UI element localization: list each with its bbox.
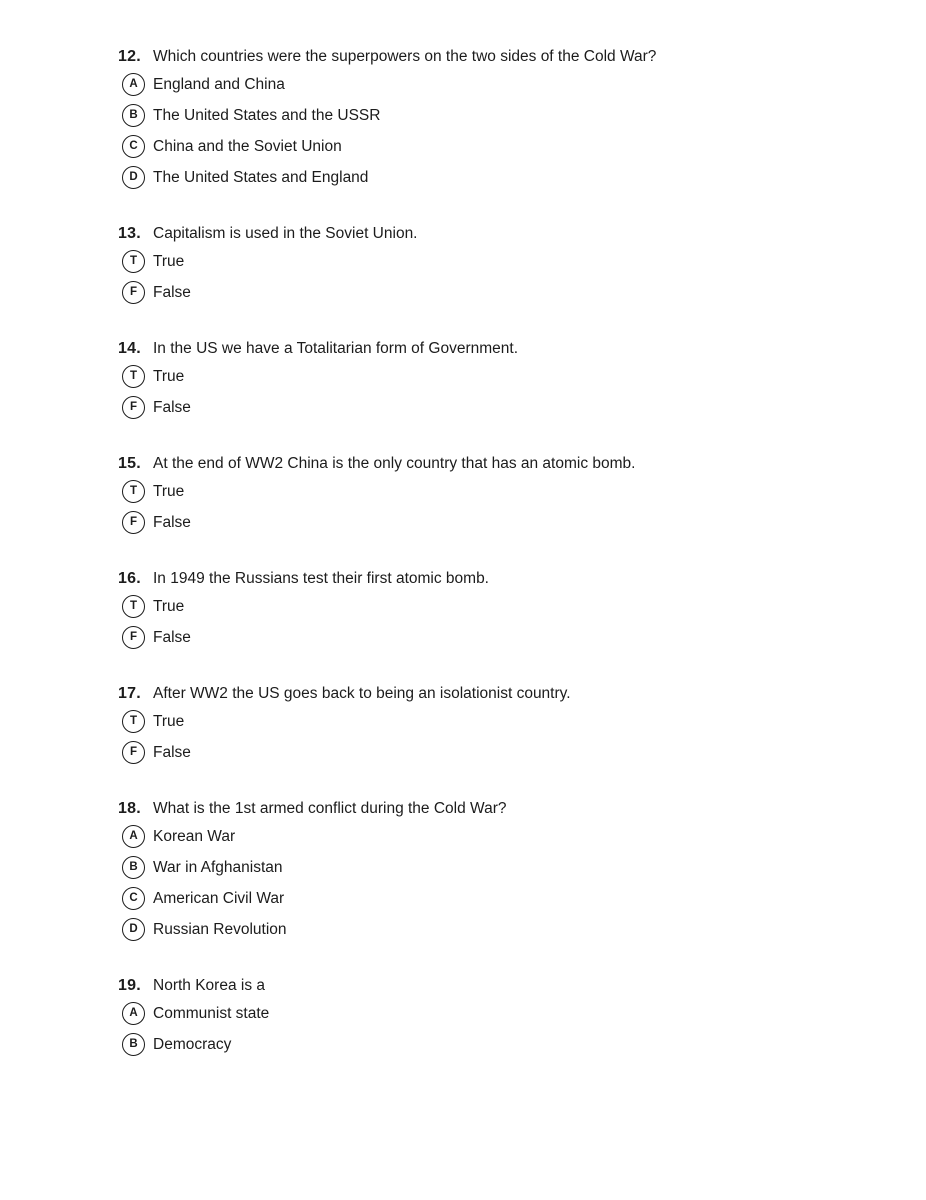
question-number: 15.: [118, 455, 141, 472]
question-15-line: [118, 455, 886, 472]
option-18-b[interactable]: [118, 856, 886, 879]
option-letter-badge[interactable]: B: [122, 104, 145, 127]
question-17-line: [118, 685, 886, 702]
question-number: 12.: [118, 48, 141, 65]
question-12-line: [118, 48, 886, 65]
option-label: War in Afghanistan: [153, 859, 283, 876]
question-12: [118, 48, 886, 189]
option-letter-badge[interactable]: C: [122, 135, 145, 158]
option-18-c[interactable]: [118, 887, 886, 910]
option-18-d[interactable]: [118, 918, 886, 941]
question-text: After WW2 the US goes back to being an isolationist country.: [153, 685, 571, 702]
option-letter-badge[interactable]: T: [122, 710, 145, 733]
question-16: [118, 570, 886, 649]
option-15-false[interactable]: [118, 511, 886, 534]
option-label: True: [153, 713, 185, 730]
question-16-line: [118, 570, 886, 587]
option-19-b[interactable]: [118, 1033, 886, 1056]
question-15: [118, 455, 886, 534]
question-18: [118, 800, 886, 941]
option-19-a[interactable]: [118, 1002, 886, 1025]
option-letter-badge[interactable]: T: [122, 595, 145, 618]
option-12-a[interactable]: [118, 73, 886, 96]
option-letter-badge[interactable]: F: [122, 281, 145, 304]
option-letter-badge[interactable]: F: [122, 396, 145, 419]
question-text: In the US we have a Totalitarian form of Government.: [153, 340, 519, 357]
question-13-line: [118, 225, 886, 242]
option-14-true[interactable]: [118, 365, 886, 388]
option-18-a[interactable]: [118, 825, 886, 848]
question-text: At the end of WW2 China is the only country that has an atomic bomb.: [153, 455, 636, 472]
option-letter-badge[interactable]: F: [122, 626, 145, 649]
option-letter-badge[interactable]: T: [122, 480, 145, 503]
question-13: [118, 225, 886, 304]
option-letter-badge[interactable]: B: [122, 856, 145, 879]
option-label: True: [153, 483, 185, 500]
option-letter-badge[interactable]: C: [122, 887, 145, 910]
question-14: [118, 340, 886, 419]
option-label: Russian Revolution: [153, 921, 287, 938]
question-number: 16.: [118, 570, 141, 587]
option-12-c[interactable]: [118, 135, 886, 158]
option-label: True: [153, 598, 185, 615]
question-19-line: [118, 977, 886, 994]
option-letter-badge[interactable]: D: [122, 166, 145, 189]
option-13-true[interactable]: [118, 250, 886, 273]
option-14-false[interactable]: [118, 396, 886, 419]
option-label: Korean War: [153, 828, 236, 845]
question-14-line: [118, 340, 886, 357]
option-letter-badge[interactable]: F: [122, 511, 145, 534]
question-text: Which countries were the superpowers on the two sides of the Cold War?: [153, 48, 657, 65]
option-label: The United States and the USSR: [153, 107, 381, 124]
question-text: Capitalism is used in the Soviet Union.: [153, 225, 418, 242]
option-letter-badge[interactable]: A: [122, 1002, 145, 1025]
question-number: 14.: [118, 340, 141, 357]
option-label: Communist state: [153, 1005, 270, 1022]
option-letter-badge[interactable]: T: [122, 365, 145, 388]
option-label: False: [153, 629, 191, 646]
question-17: [118, 685, 886, 764]
option-letter-badge[interactable]: B: [122, 1033, 145, 1056]
question-18-line: [118, 800, 886, 817]
option-label: False: [153, 744, 191, 761]
option-label: The United States and England: [153, 169, 369, 186]
question-19: [118, 977, 886, 1056]
option-13-false[interactable]: [118, 281, 886, 304]
option-label: Democracy: [153, 1036, 232, 1053]
option-12-b[interactable]: [118, 104, 886, 127]
option-label: False: [153, 514, 191, 531]
option-label: True: [153, 253, 185, 270]
option-label: England and China: [153, 76, 285, 93]
option-16-true[interactable]: [118, 595, 886, 618]
question-text: North Korea is a: [153, 977, 265, 994]
option-letter-badge[interactable]: T: [122, 250, 145, 273]
question-number: 18.: [118, 800, 141, 817]
option-label: False: [153, 399, 191, 416]
question-number: 13.: [118, 225, 141, 242]
option-label: False: [153, 284, 191, 301]
option-letter-badge[interactable]: F: [122, 741, 145, 764]
option-label: American Civil War: [153, 890, 285, 907]
question-number: 19.: [118, 977, 141, 994]
question-text: In 1949 the Russians test their first atomic bomb.: [153, 570, 489, 587]
option-17-false[interactable]: [118, 741, 886, 764]
question-text: What is the 1st armed conflict during the Cold War?: [153, 800, 507, 817]
option-12-d[interactable]: [118, 166, 886, 189]
option-label: True: [153, 368, 185, 385]
question-number: 17.: [118, 685, 141, 702]
option-letter-badge[interactable]: A: [122, 73, 145, 96]
option-16-false[interactable]: [118, 626, 886, 649]
option-letter-badge[interactable]: D: [122, 918, 145, 941]
option-label: China and the Soviet Union: [153, 138, 342, 155]
option-15-true[interactable]: [118, 480, 886, 503]
option-letter-badge[interactable]: A: [122, 825, 145, 848]
option-17-true[interactable]: [118, 710, 886, 733]
